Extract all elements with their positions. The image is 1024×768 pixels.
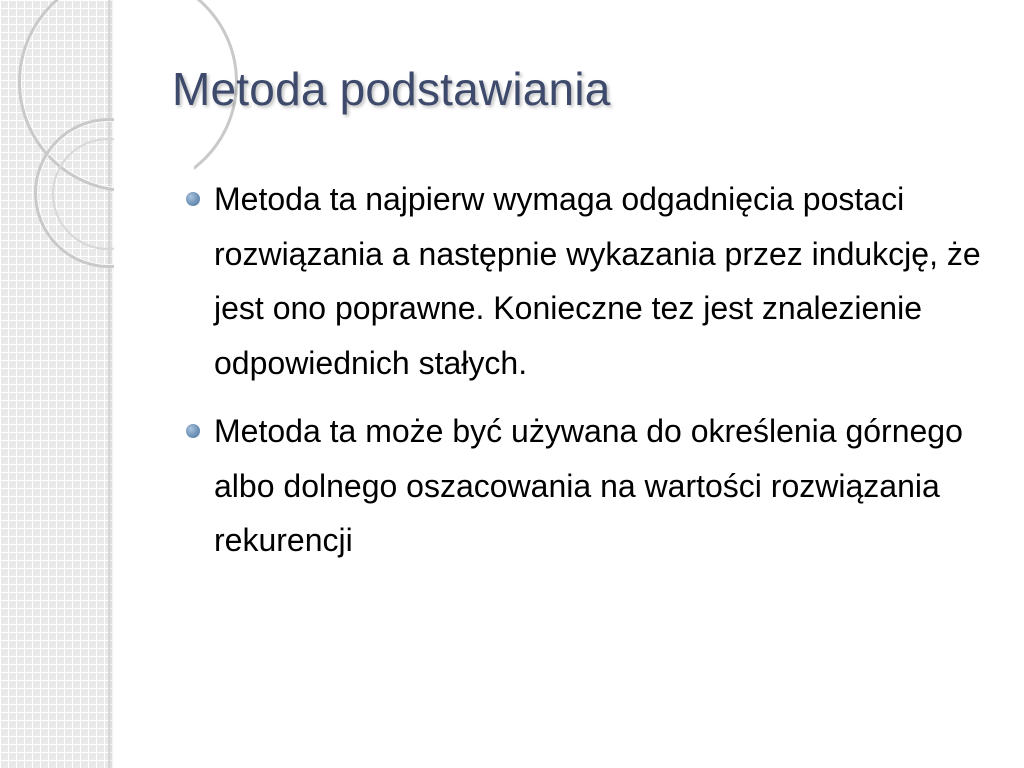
round-bullet-icon <box>186 192 200 206</box>
bullet-item-1 <box>186 172 998 390</box>
slide-title: Metoda podstawiania <box>172 63 611 115</box>
ring-overlap-mask <box>114 0 194 280</box>
round-bullet-icon <box>186 424 200 438</box>
bullet-text-1: Metoda ta najpierw wymaga odgadnięcia postaci rozwiązania a następnie wykazania przez indukcję, że jest ono poprawne. Konieczne tez jest znalezienie odpowiednich stałych. <box>214 181 981 381</box>
bullet-text-2: Metoda ta może być używana do określenia górnego albo dolnego oszacowania na wartości rozwiązania rekurencji <box>214 413 963 558</box>
bullet-list <box>186 172 998 582</box>
bullet-item-2 <box>186 404 998 568</box>
